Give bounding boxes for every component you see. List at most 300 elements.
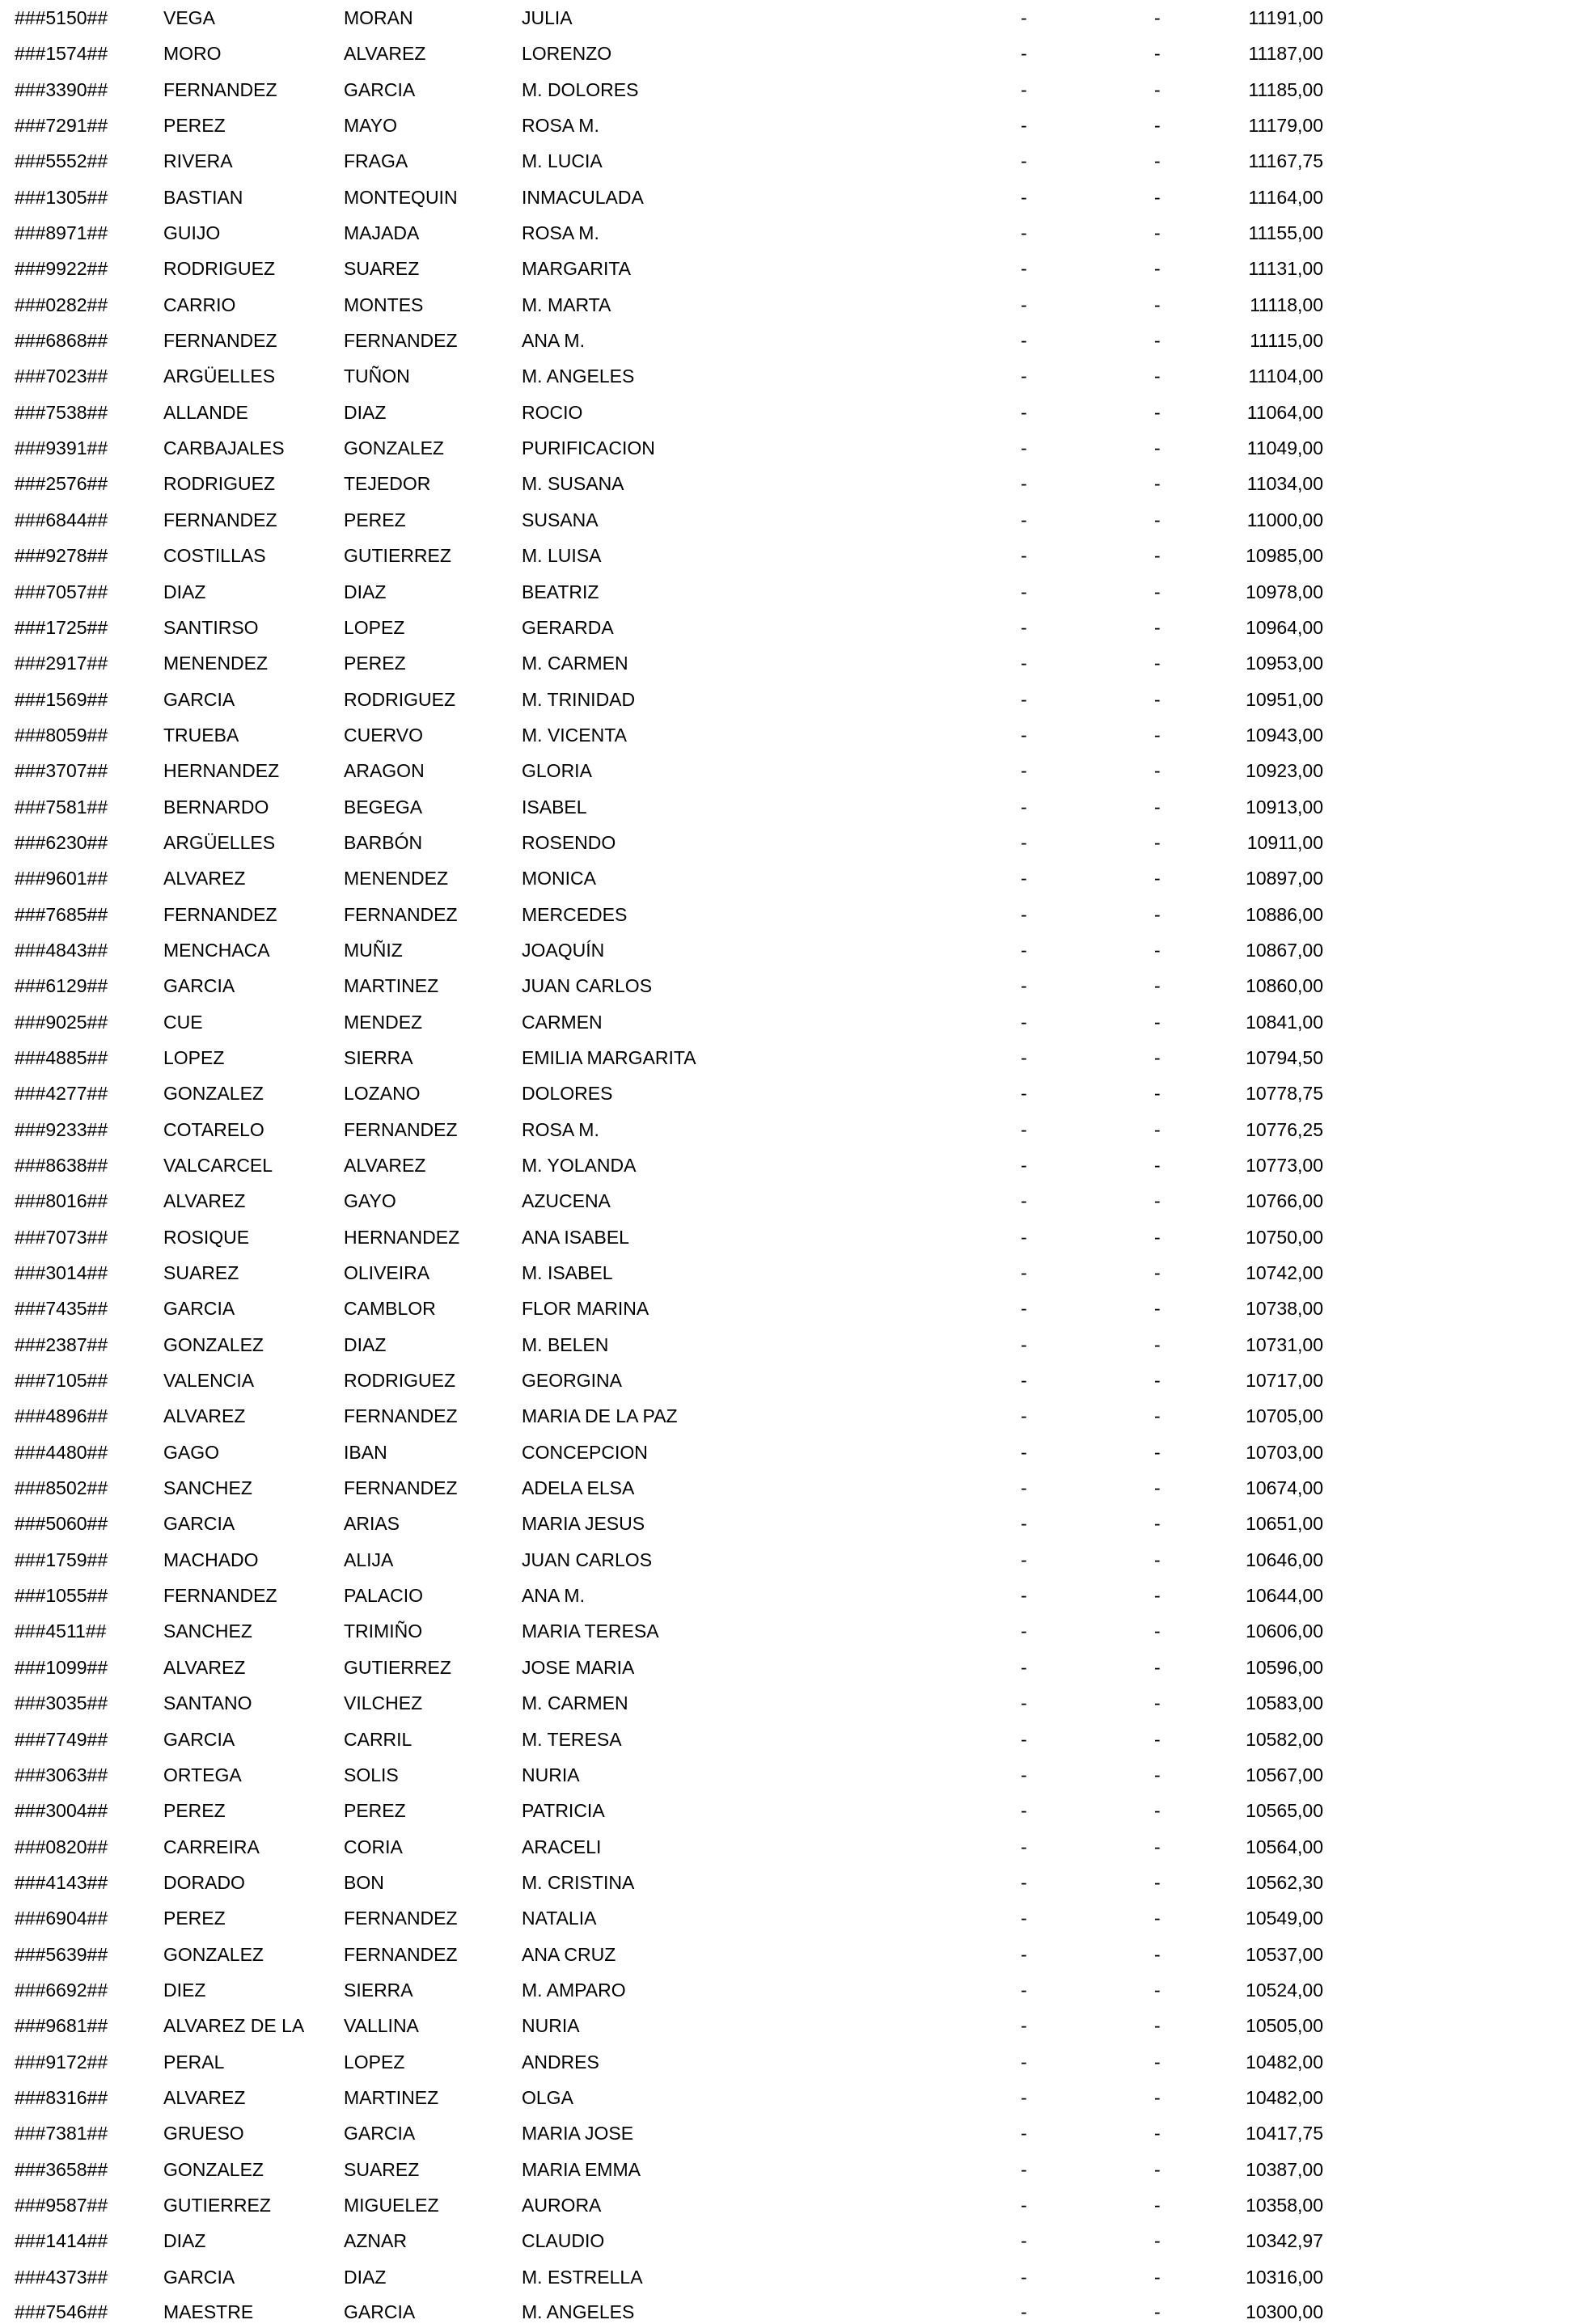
score-value: 10567,00: [1246, 1764, 1323, 1785]
score-value: 10674,00: [1246, 1477, 1323, 1499]
first-surname: GARCIA: [163, 975, 235, 997]
given-name: GLORIA: [522, 760, 592, 782]
dash-cell: -: [1154, 2301, 1161, 2322]
given-name: ROSENDO: [522, 831, 616, 853]
dash-cell: -: [1154, 1979, 1161, 2001]
record-id: ###3063##: [15, 1764, 108, 1785]
dash-cell: -: [1154, 1549, 1161, 1570]
dash-cell: -: [1021, 1262, 1027, 1284]
given-name: SUSANA: [522, 509, 599, 530]
record-id: ###9278##: [15, 545, 108, 567]
dash-cell: -: [1021, 2086, 1027, 2108]
first-surname: ROSIQUE: [163, 1226, 250, 1248]
second-surname: DIAZ: [344, 581, 387, 602]
record-id: ###5639##: [15, 1943, 108, 1965]
given-name: M. TRINIDAD: [522, 688, 636, 710]
table-row: [0, 758, 1595, 793]
dash-cell: -: [1154, 1871, 1161, 1893]
record-id: ###9233##: [15, 1118, 108, 1140]
record-id: ###9025##: [15, 1011, 108, 1033]
table-row: [0, 722, 1595, 758]
dash-cell: -: [1154, 1118, 1161, 1140]
given-name: ROSA M.: [522, 222, 599, 244]
table-row: [0, 40, 1595, 76]
score-value: 11187,00: [1248, 43, 1323, 65]
dash-cell: -: [1154, 545, 1161, 567]
first-surname: DORADO: [163, 1871, 245, 1893]
first-surname: GARCIA: [163, 1298, 235, 1320]
first-surname: CARRIO: [163, 294, 236, 315]
second-surname: SOLIS: [344, 1764, 399, 1785]
second-surname: VALLINA: [344, 2015, 419, 2037]
given-name: M. ANGELES: [522, 2301, 635, 2322]
record-id: ###6692##: [15, 1979, 108, 2001]
score-value: 10717,00: [1246, 1370, 1323, 1392]
given-name: NURIA: [522, 1764, 580, 1785]
given-name: MARIA TERESA: [522, 1620, 659, 1642]
dash-cell: -: [1021, 366, 1027, 387]
score-value: 10644,00: [1246, 1585, 1323, 1607]
given-name: FLOR MARINA: [522, 1298, 649, 1320]
table-row: [0, 1547, 1595, 1582]
table-row: [0, 2228, 1595, 2263]
table-row: [0, 2157, 1595, 2192]
dash-cell: -: [1154, 1943, 1161, 1965]
table-row: [0, 1332, 1595, 1367]
table-row: [0, 1798, 1595, 1833]
table-row: [0, 1762, 1595, 1798]
record-id: ###7546##: [15, 2301, 108, 2322]
record-id: ###7435##: [15, 1298, 108, 1320]
dash-cell: -: [1021, 330, 1027, 352]
dash-cell: -: [1154, 2194, 1161, 2216]
first-surname: DIAZ: [163, 2230, 206, 2252]
given-name: JUAN CARLOS: [522, 1549, 653, 1570]
second-surname: FERNANDEZ: [344, 1943, 458, 1965]
dash-cell: -: [1021, 222, 1027, 244]
second-surname: DIAZ: [344, 1333, 387, 1355]
given-name: JULIA: [522, 7, 573, 28]
table-row: [0, 1367, 1595, 1403]
dash-cell: -: [1021, 115, 1027, 137]
table-row: [0, 1690, 1595, 1726]
dash-cell: -: [1021, 1513, 1027, 1535]
record-id: ###2917##: [15, 653, 108, 674]
score-value: 10705,00: [1246, 1405, 1323, 1427]
table-row: [0, 1260, 1595, 1295]
score-value: 11167,75: [1248, 150, 1323, 172]
record-id: ###9172##: [15, 2051, 108, 2073]
dash-cell: -: [1021, 616, 1027, 638]
second-surname: TRIMIÑO: [344, 1620, 423, 1642]
first-surname: DIEZ: [163, 1979, 206, 2001]
score-value: 11164,00: [1248, 186, 1323, 208]
dash-cell: -: [1154, 7, 1161, 28]
dash-cell: -: [1021, 1226, 1027, 1248]
second-surname: BON: [344, 1871, 384, 1893]
second-surname: SUAREZ: [344, 258, 420, 280]
first-surname: GONZALEZ: [163, 2158, 264, 2180]
dash-cell: -: [1021, 1441, 1027, 1463]
dash-cell: -: [1154, 760, 1161, 782]
first-surname: GARCIA: [163, 2266, 235, 2288]
table-row: [0, 292, 1595, 327]
score-value: 10738,00: [1246, 1298, 1323, 1320]
given-name: M. ISABEL: [522, 1262, 613, 1284]
dash-cell: -: [1021, 903, 1027, 925]
given-name: M. CRISTINA: [522, 1871, 635, 1893]
record-id: ###1305##: [15, 186, 108, 208]
given-name: ANA ISABEL: [522, 1226, 629, 1248]
dash-cell: -: [1021, 724, 1027, 746]
first-surname: BERNARDO: [163, 796, 269, 818]
dash-cell: -: [1154, 1620, 1161, 1642]
dash-cell: -: [1021, 1405, 1027, 1427]
table-row: [0, 1295, 1595, 1331]
dash-cell: -: [1154, 868, 1161, 889]
first-surname: BASTIAN: [163, 186, 243, 208]
first-surname: MACHADO: [163, 1549, 259, 1570]
dash-cell: -: [1021, 2015, 1027, 2037]
table-row: [0, 1224, 1595, 1260]
first-surname: GONZALEZ: [163, 1083, 264, 1105]
score-value: 10387,00: [1246, 2158, 1323, 2180]
record-id: ###3014##: [15, 1262, 108, 1284]
dash-cell: -: [1021, 1908, 1027, 1929]
given-name: ANDRES: [522, 2051, 599, 2073]
dash-cell: -: [1021, 1764, 1027, 1785]
record-id: ###3707##: [15, 760, 108, 782]
given-name: M. AMPARO: [522, 1979, 626, 2001]
table-row: [0, 615, 1595, 650]
first-surname: GARCIA: [163, 1513, 235, 1535]
second-surname: IBAN: [344, 1441, 387, 1463]
first-surname: CARREIRA: [163, 1836, 260, 1857]
dash-cell: -: [1021, 1011, 1027, 1033]
dash-cell: -: [1154, 2015, 1161, 2037]
dash-cell: -: [1021, 1656, 1027, 1678]
table-row: [0, 1834, 1595, 1870]
dash-cell: -: [1154, 2086, 1161, 2108]
second-surname: MARTINEZ: [344, 2086, 439, 2108]
dash-cell: -: [1021, 7, 1027, 28]
second-surname: TEJEDOR: [344, 473, 431, 495]
score-value: 10482,00: [1246, 2086, 1323, 2108]
second-surname: MENDEZ: [344, 1011, 423, 1033]
dash-cell: -: [1021, 1728, 1027, 1750]
dash-cell: -: [1154, 688, 1161, 710]
record-id: ###7538##: [15, 401, 108, 423]
given-name: M. SUSANA: [522, 473, 624, 495]
second-surname: FERNANDEZ: [344, 1908, 458, 1929]
first-surname: ALVAREZ: [163, 868, 246, 889]
given-name: M. ANGELES: [522, 366, 635, 387]
dash-cell: -: [1154, 2123, 1161, 2144]
dash-cell: -: [1154, 294, 1161, 315]
second-surname: ALVAREZ: [344, 1155, 426, 1176]
record-id: ###7105##: [15, 1370, 108, 1392]
given-name: BEATRIZ: [522, 581, 599, 602]
table-row: [0, 507, 1595, 543]
record-id: ###4885##: [15, 1046, 108, 1068]
given-name: ROSA M.: [522, 1118, 599, 1140]
second-surname: GUTIERREZ: [344, 545, 451, 567]
score-value: 10596,00: [1246, 1656, 1323, 1678]
first-surname: FERNANDEZ: [163, 903, 277, 925]
record-id: ###7685##: [15, 903, 108, 925]
dash-cell: -: [1021, 760, 1027, 782]
record-id: ###8016##: [15, 1190, 108, 1212]
second-surname: ARAGON: [344, 760, 425, 782]
score-value: 10773,00: [1246, 1155, 1323, 1176]
given-name: MARIA JOSE: [522, 2123, 634, 2144]
record-id: ###7291##: [15, 115, 108, 137]
first-surname: PEREZ: [163, 1908, 226, 1929]
table-row: [0, 1582, 1595, 1618]
first-surname: FERNANDEZ: [163, 1585, 277, 1607]
table-row: [0, 1403, 1595, 1439]
second-surname: GARCIA: [344, 2123, 416, 2144]
dash-cell: -: [1154, 1477, 1161, 1499]
dash-cell: -: [1154, 1800, 1161, 1822]
table-row: [0, 220, 1595, 256]
first-surname: FERNANDEZ: [163, 78, 277, 100]
given-name: M. MARTA: [522, 294, 611, 315]
score-value: 10703,00: [1246, 1441, 1323, 1463]
given-name: PURIFICACION: [522, 437, 655, 459]
second-surname: FERNANDEZ: [344, 903, 458, 925]
given-name: JUAN CARLOS: [522, 975, 653, 997]
score-value: 10564,00: [1246, 1836, 1323, 1857]
given-name: JOAQUÍN: [522, 939, 605, 961]
second-surname: FRAGA: [344, 150, 408, 172]
dash-cell: -: [1154, 2230, 1161, 2252]
score-value: 11064,00: [1246, 401, 1323, 423]
first-surname: MENENDEZ: [163, 653, 269, 674]
given-name: LORENZO: [522, 43, 612, 65]
dash-cell: -: [1021, 1333, 1027, 1355]
second-surname: MONTEQUIN: [344, 186, 458, 208]
record-id: ###4511##: [15, 1620, 107, 1642]
score-value: 10300,00: [1246, 2301, 1323, 2322]
table-row: [0, 1188, 1595, 1223]
dash-cell: -: [1021, 868, 1027, 889]
dash-cell: -: [1154, 1333, 1161, 1355]
record-id: ###1725##: [15, 616, 108, 638]
first-surname: MENCHACA: [163, 939, 270, 961]
dash-cell: -: [1021, 1549, 1027, 1570]
first-surname: LOPEZ: [163, 1046, 225, 1068]
second-surname: BEGEGA: [344, 796, 423, 818]
given-name: CONCEPCION: [522, 1441, 648, 1463]
table-row: [0, 435, 1595, 471]
first-surname: PEREZ: [163, 1800, 226, 1822]
score-value: 10549,00: [1246, 1908, 1323, 1929]
table-row: [0, 1439, 1595, 1475]
second-surname: DIAZ: [344, 401, 387, 423]
given-name: MARIA EMMA: [522, 2158, 641, 2180]
score-value: 11034,00: [1246, 473, 1323, 495]
dash-cell: -: [1154, 831, 1161, 853]
second-surname: SIERRA: [344, 1046, 413, 1068]
record-id: ###6230##: [15, 831, 108, 853]
table-row: [0, 1511, 1595, 1546]
second-surname: SIERRA: [344, 1979, 413, 2001]
first-surname: COTARELO: [163, 1118, 264, 1140]
dash-cell: -: [1154, 1298, 1161, 1320]
given-name: JOSE MARIA: [522, 1656, 635, 1678]
first-surname: VALENCIA: [163, 1370, 255, 1392]
dash-cell: -: [1021, 2194, 1027, 2216]
first-surname: FERNANDEZ: [163, 509, 277, 530]
given-name: NURIA: [522, 2015, 580, 2037]
first-surname: GONZALEZ: [163, 1943, 264, 1965]
table-row: [0, 2085, 1595, 2120]
dash-cell: -: [1154, 2158, 1161, 2180]
dash-cell: -: [1154, 1441, 1161, 1463]
second-surname: MAJADA: [344, 222, 420, 244]
second-surname: CAMBLOR: [344, 1298, 436, 1320]
first-surname: VEGA: [163, 7, 215, 28]
table-row: [0, 902, 1595, 937]
table-row: [0, 363, 1595, 399]
record-id: ###6129##: [15, 975, 108, 997]
score-value: 11155,00: [1248, 222, 1323, 244]
table-row: [0, 2300, 1595, 2324]
dash-cell: -: [1021, 975, 1027, 997]
dash-cell: -: [1154, 2266, 1161, 2288]
second-surname: MARTINEZ: [344, 975, 439, 997]
score-value: 10565,00: [1246, 1800, 1323, 1822]
second-surname: CORIA: [344, 1836, 403, 1857]
dash-cell: -: [1021, 1692, 1027, 1714]
score-value: 11104,00: [1248, 366, 1323, 387]
record-id: ###8316##: [15, 2086, 108, 2108]
dash-cell: -: [1021, 1083, 1027, 1105]
score-value: 10953,00: [1246, 653, 1323, 674]
score-value: 10911,00: [1246, 831, 1323, 853]
dash-cell: -: [1021, 796, 1027, 818]
first-surname: VALCARCEL: [163, 1155, 273, 1176]
score-value: 10794,50: [1246, 1046, 1323, 1068]
dash-cell: -: [1154, 903, 1161, 925]
first-surname: PEREZ: [163, 115, 226, 137]
table-row: [0, 794, 1595, 830]
first-surname: GONZALEZ: [163, 1333, 264, 1355]
given-name: AURORA: [522, 2194, 602, 2216]
dash-cell: -: [1021, 2230, 1027, 2252]
table-row: [0, 327, 1595, 363]
dash-cell: -: [1021, 1298, 1027, 1320]
given-name: ADELA ELSA: [522, 1477, 635, 1499]
dash-cell: -: [1154, 1083, 1161, 1105]
record-id: ###5552##: [15, 150, 108, 172]
dash-cell: -: [1154, 366, 1161, 387]
given-name: M. VICENTA: [522, 724, 627, 746]
score-value: 10860,00: [1246, 975, 1323, 997]
table-row: [0, 937, 1595, 973]
second-surname: GARCIA: [344, 2301, 416, 2322]
score-value: 10562,30: [1246, 1871, 1323, 1893]
record-id: ###9681##: [15, 2015, 108, 2037]
dash-cell: -: [1021, 1585, 1027, 1607]
table-row: [0, 1905, 1595, 1941]
table-row: [0, 865, 1595, 901]
dash-cell: -: [1021, 2266, 1027, 2288]
table-row: [0, 2192, 1595, 2228]
listing-table: [0, 5, 1595, 2324]
table-row: [0, 5, 1595, 40]
record-id: ###3658##: [15, 2158, 108, 2180]
dash-cell: -: [1021, 401, 1027, 423]
score-value: 10951,00: [1246, 688, 1323, 710]
dash-cell: -: [1021, 688, 1027, 710]
score-value: 10776,25: [1246, 1118, 1323, 1140]
first-surname: DIAZ: [163, 581, 206, 602]
dash-cell: -: [1154, 258, 1161, 280]
given-name: MONICA: [522, 868, 596, 889]
given-name: ARACELI: [522, 1836, 602, 1857]
score-value: 10978,00: [1246, 581, 1323, 602]
table-row: [0, 471, 1595, 506]
given-name: M. CARMEN: [522, 653, 628, 674]
given-name: DOLORES: [522, 1083, 613, 1105]
dash-cell: -: [1154, 473, 1161, 495]
score-value: 11131,00: [1248, 258, 1323, 280]
score-value: 10943,00: [1246, 724, 1323, 746]
score-value: 10606,00: [1246, 1620, 1323, 1642]
second-surname: BARBÓN: [344, 831, 423, 853]
table-row: [0, 1870, 1595, 1905]
record-id: ###1759##: [15, 1549, 108, 1570]
table-row: [0, 543, 1595, 578]
first-surname: RODRIGUEZ: [163, 258, 275, 280]
given-name: NATALIA: [522, 1908, 597, 1929]
dash-cell: -: [1021, 581, 1027, 602]
given-name: M. ESTRELLA: [522, 2266, 643, 2288]
dash-cell: -: [1021, 1046, 1027, 1068]
first-surname: SANTIRSO: [163, 616, 259, 638]
second-surname: VILCHEZ: [344, 1692, 423, 1714]
second-surname: LOZANO: [344, 1083, 421, 1105]
dash-cell: -: [1021, 2051, 1027, 2073]
dash-cell: -: [1021, 473, 1027, 495]
second-surname: MAYO: [344, 115, 398, 137]
second-surname: CUERVO: [344, 724, 423, 746]
first-surname: ORTEGA: [163, 1764, 242, 1785]
record-id: ###0282##: [15, 294, 108, 315]
score-value: 10778,75: [1246, 1083, 1323, 1105]
dash-cell: -: [1021, 1118, 1027, 1140]
record-id: ###3035##: [15, 1692, 108, 1714]
dash-cell: -: [1021, 545, 1027, 567]
score-value: 10897,00: [1246, 868, 1323, 889]
table-row: [0, 1977, 1595, 2013]
dash-cell: -: [1154, 1046, 1161, 1068]
dash-cell: -: [1154, 115, 1161, 137]
dash-cell: -: [1021, 1836, 1027, 1857]
dash-cell: -: [1021, 1871, 1027, 1893]
dash-cell: -: [1021, 43, 1027, 65]
first-surname: ALVAREZ DE LA: [163, 2015, 305, 2037]
second-surname: PALACIO: [344, 1585, 423, 1607]
second-surname: GARCIA: [344, 78, 416, 100]
dash-cell: -: [1021, 1943, 1027, 1965]
second-surname: FERNANDEZ: [344, 1118, 458, 1140]
table-row: [0, 687, 1595, 722]
given-name: GERARDA: [522, 616, 614, 638]
first-surname: ARGÜELLES: [163, 831, 276, 853]
